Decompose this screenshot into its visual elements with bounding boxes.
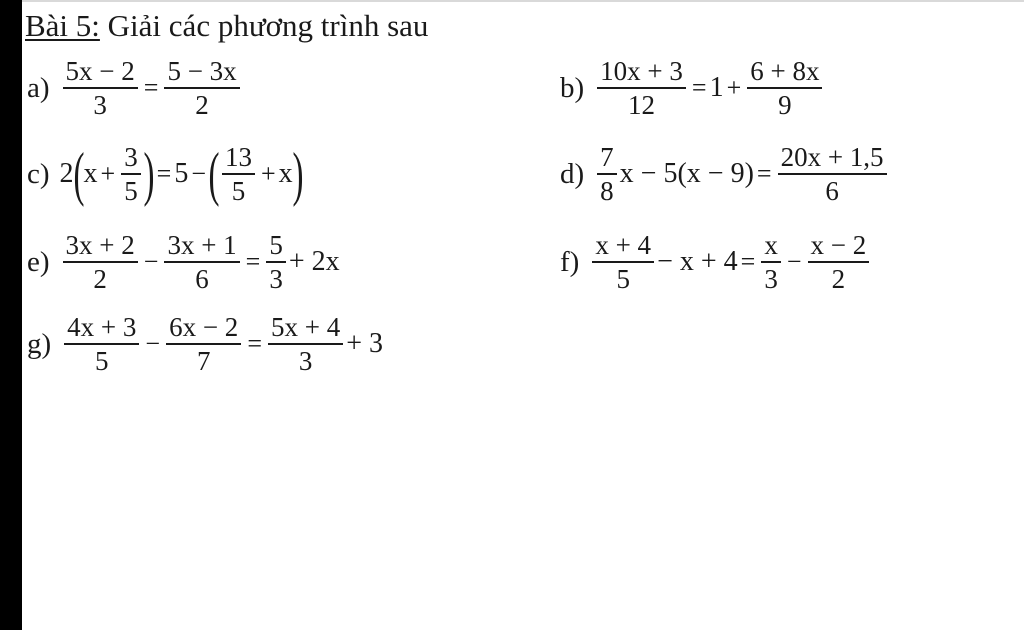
equals-sign: = [156, 159, 172, 188]
equation [594, 141, 889, 207]
open-paren: ( [208, 141, 220, 207]
numerator: 5 − 3x [167, 56, 237, 86]
problem-d [560, 134, 890, 214]
fraction [63, 229, 138, 295]
fraction [592, 229, 654, 295]
denominator: 5 [231, 176, 246, 206]
denominator: 5 [95, 346, 109, 376]
problem-f [560, 222, 872, 302]
close-paren: ) [292, 141, 304, 207]
equation [60, 229, 340, 295]
exercise-number: Bài 5: [25, 8, 100, 43]
term: x − 5(x − 9) [619, 158, 754, 189]
denominator: 7 [196, 346, 211, 376]
numerator: 3x + 1 [167, 230, 237, 260]
fraction [597, 141, 617, 207]
denominator: 5 [124, 176, 138, 206]
equals-sign: = [740, 247, 756, 276]
denominator: 5 [616, 264, 630, 294]
denominator: 2 [831, 264, 846, 294]
fraction [164, 229, 239, 295]
open-paren: ( [73, 141, 85, 207]
numerator: 5 [269, 230, 283, 260]
fraction [166, 311, 241, 377]
plus-sign: + [726, 73, 742, 102]
term: x [83, 158, 98, 189]
term: 5 [174, 158, 189, 189]
equals-sign: = [245, 247, 261, 276]
numerator: x − 2 [810, 230, 867, 260]
term: x [278, 158, 293, 189]
fraction [778, 141, 887, 207]
numerator: 4x + 3 [67, 312, 137, 342]
denominator: 9 [778, 90, 792, 120]
close-paren: ) [143, 141, 155, 207]
problem-label: g) [27, 327, 52, 360]
fraction [597, 55, 686, 121]
fraction [63, 55, 138, 121]
problem-label: a) [27, 71, 50, 104]
equation [61, 311, 383, 377]
denominator: 2 [195, 90, 209, 120]
numerator: 10x + 3 [600, 56, 683, 86]
numerator: 6x − 2 [169, 312, 239, 342]
equals-sign: = [691, 73, 707, 102]
denominator: 3 [764, 264, 778, 294]
minus-sign: − [191, 159, 207, 188]
fraction [808, 229, 870, 295]
term: + 2x [288, 246, 340, 277]
numerator: 3 [124, 142, 138, 172]
fraction [121, 141, 141, 207]
numerator: 3x + 2 [65, 230, 135, 260]
fraction [164, 55, 239, 121]
problem-g [27, 304, 383, 384]
numerator: 20x + 1,5 [780, 142, 884, 172]
left-black-border [0, 0, 22, 630]
numerator: 5x + 4 [270, 312, 341, 342]
fraction [761, 229, 781, 295]
minus-sign: − [786, 247, 802, 276]
exercise-instruction: Giải các phương trình sau [99, 8, 429, 43]
fraction [268, 311, 343, 377]
numerator: 7 [600, 142, 614, 172]
problem-label: c) [27, 157, 50, 190]
numerator: x + 4 [595, 230, 652, 260]
equals-sign: = [143, 73, 159, 102]
term: 1 [709, 72, 724, 103]
exercise-title [25, 4, 428, 48]
minus-sign: − [143, 247, 159, 276]
equation [60, 55, 243, 121]
numerator: x [764, 230, 778, 260]
problem-label: b) [560, 71, 585, 104]
equals-sign: = [247, 329, 262, 358]
denominator: 3 [298, 346, 313, 376]
plus-sign: + [100, 159, 116, 188]
problem-label: d) [560, 157, 585, 190]
denominator: 8 [600, 176, 614, 206]
problem-a [27, 48, 243, 128]
numerator: 13 [225, 142, 252, 172]
numerator: 5x − 2 [65, 56, 135, 86]
equals-sign: = [756, 159, 772, 188]
term: + 3 [346, 328, 384, 359]
problem-b [560, 48, 825, 128]
problem-label: f) [560, 245, 580, 278]
denominator: 2 [93, 264, 107, 294]
denominator: 6 [825, 176, 839, 206]
fraction [222, 141, 255, 207]
denominator: 6 [195, 264, 209, 294]
problem-label: e) [27, 245, 50, 278]
term: 2 [59, 158, 74, 189]
equation [60, 141, 303, 207]
term: − x + 4 [657, 246, 738, 277]
minus-sign: − [145, 329, 161, 358]
denominator: 12 [628, 90, 656, 120]
fraction [266, 229, 286, 295]
fraction [64, 311, 139, 377]
problem-c [27, 134, 303, 214]
fraction [747, 55, 822, 121]
equation [594, 55, 825, 121]
top-divider [22, 0, 1024, 2]
equation [589, 229, 872, 295]
numerator: 6 + 8x [750, 56, 820, 86]
plus-sign: + [261, 159, 276, 188]
denominator: 3 [269, 264, 283, 294]
denominator: 3 [93, 90, 107, 120]
problem-e [27, 222, 340, 302]
